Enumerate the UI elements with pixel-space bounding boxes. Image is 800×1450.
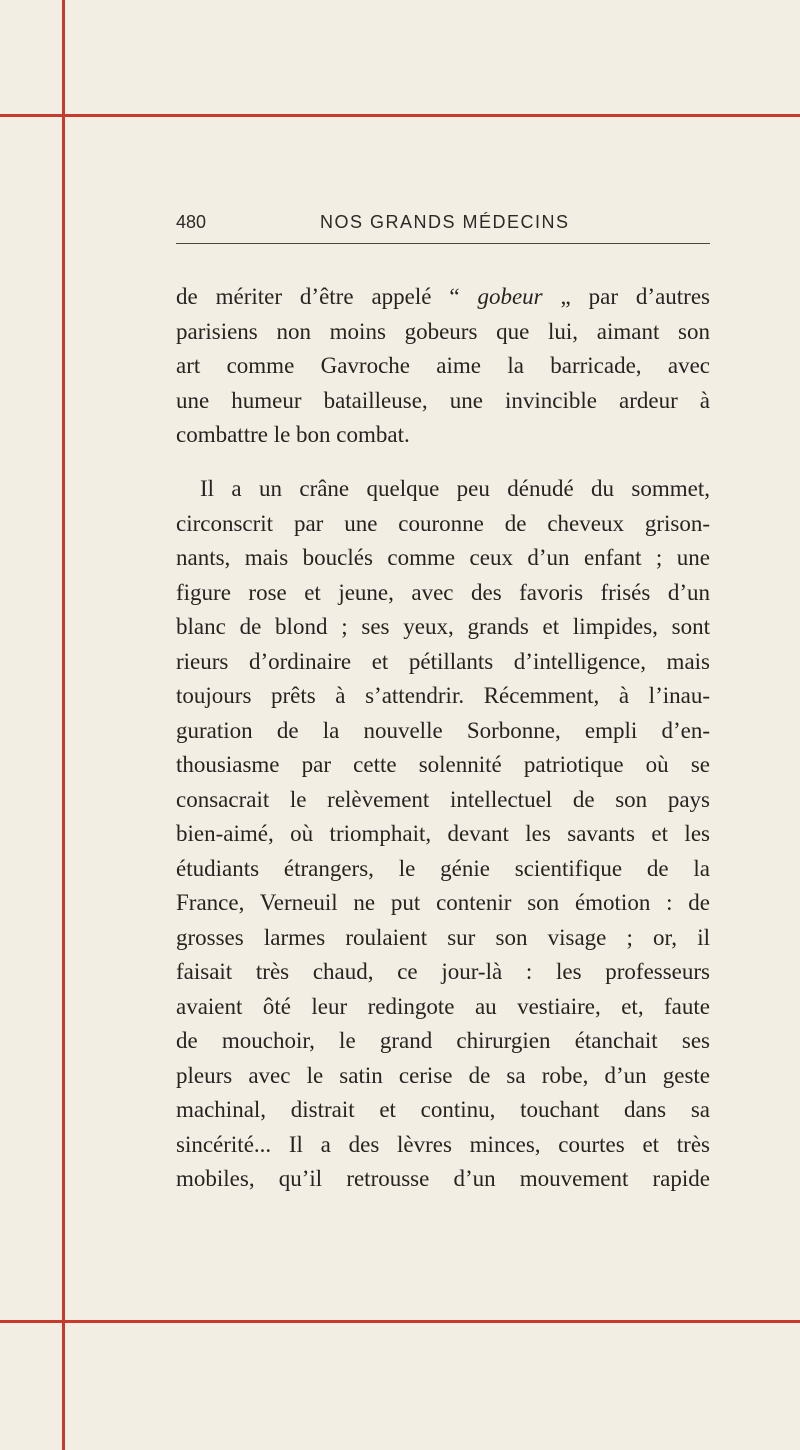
margin-rule-vertical <box>62 0 65 1450</box>
text-line: France, Verneuil ne put contenir son émotion : de <box>176 890 710 915</box>
text-line: circonscrit par une couronne de cheveux grison- <box>176 510 710 536</box>
page-number: 480 <box>176 212 207 232</box>
text-line: grosses larmes roulaient sur son visage ; or, il <box>176 924 710 950</box>
text-line: machinal, distrait et continu, touchant dans sa <box>176 1097 710 1122</box>
text-line: faisait très chaud, ce jour-là : les professeurs <box>176 959 710 984</box>
text-line: combattre le bon combat. <box>176 422 410 447</box>
text-line: nants, mais bouclés comme ceux d’un enfant ; une <box>176 545 710 570</box>
text-line: bien-aimé, où triomphait, devant les savants et les <box>176 821 710 846</box>
header-rule <box>176 243 710 244</box>
text-line: thousiasme par cette solennité patriotique où se <box>176 752 710 777</box>
text-line: de mouchoir, le grand chirurgien étanchait ses <box>176 1028 710 1053</box>
paragraph-1 <box>176 280 710 453</box>
text-line: Il a un crâne quelque peu dénudé du sommet, <box>200 476 710 501</box>
paragraph-2 <box>176 472 710 1197</box>
running-title: NOS GRANDS MÉDECINS <box>320 212 570 232</box>
margin-rule-bottom <box>0 1320 800 1323</box>
italic-word: gobeur <box>477 284 543 309</box>
text-line: une humeur batailleuse, une invincible ardeur à <box>176 387 710 413</box>
text-line: blanc de blond ; ses yeux, grands et limpides, sont <box>176 614 710 639</box>
text-line: toujours prêts à s’attendrir. Récemment, à l’inau- <box>176 683 710 708</box>
text-line: étudiants étrangers, le génie scientifique de la <box>176 855 710 881</box>
text-line: sincérité... Il a des lèvres minces, courtes et très <box>176 1131 710 1157</box>
text-line: avaient ôté leur redingote au vestiaire, et, faute <box>176 993 710 1019</box>
text-line: rieurs d’ordinaire et pétillants d’intelligence, mais <box>176 648 710 674</box>
page-header <box>176 210 710 240</box>
text-line: figure rose et jeune, avec des favoris frisés d’un <box>176 579 710 605</box>
text-line: guration de la nouvelle Sorbonne, empli d’en- <box>176 717 710 743</box>
text-line: pleurs avec le satin cerise de sa robe, d’un geste <box>176 1062 710 1088</box>
text-line: parisiens non moins gobeurs que lui, aimant son <box>176 318 710 344</box>
text-line: de mériter d’être appelé “ gobeur „ par d’autres <box>176 284 710 309</box>
margin-rule-top <box>0 114 800 117</box>
text-line: consacrait le relèvement intellectuel de son pays <box>176 786 710 812</box>
text-line: art comme Gavroche aime la barricade, avec <box>176 353 710 378</box>
text-line: mobiles, qu’il retrousse d’un mouvement rapide <box>176 1166 710 1191</box>
